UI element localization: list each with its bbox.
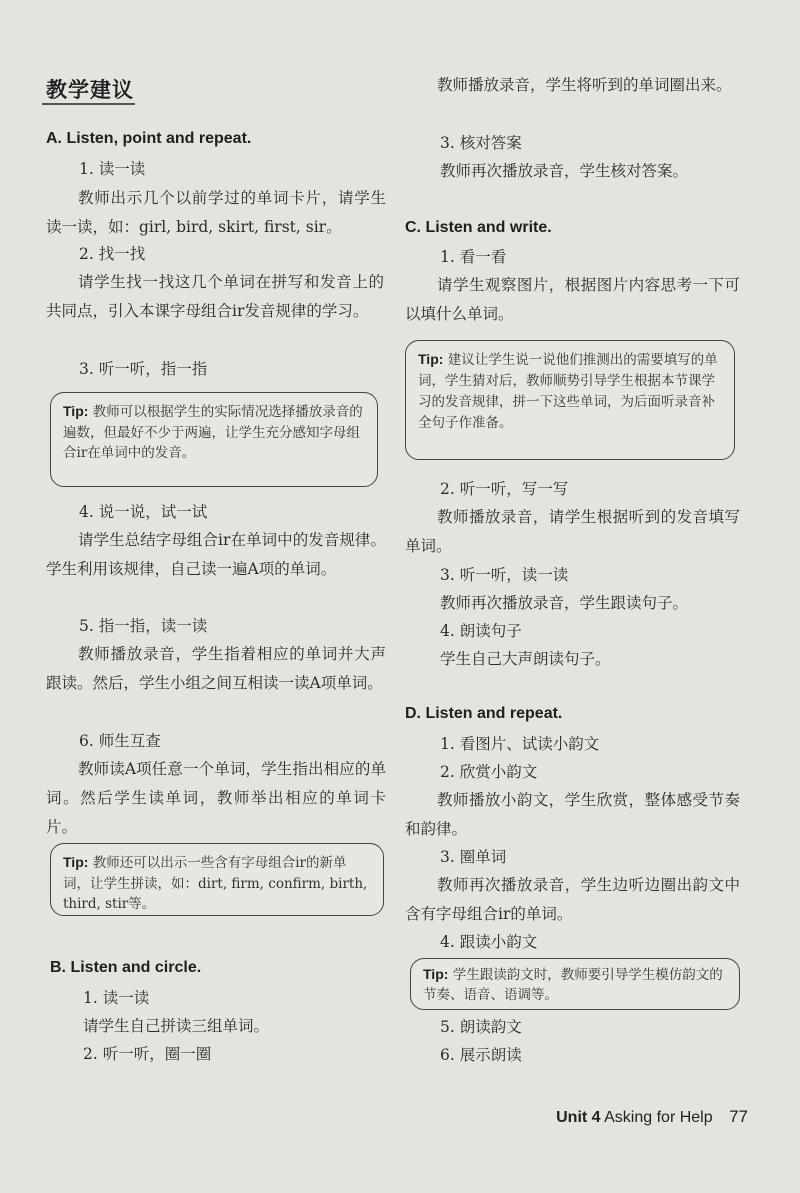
section-b-step2-title: 2. 听一听，圈一圈 bbox=[83, 1045, 212, 1063]
section-b-step1-text: 请学生自己拼读三组单词。 bbox=[83, 1017, 270, 1035]
tip-box-3 bbox=[405, 340, 735, 460]
section-d-step5-title: 5. 朗读韵文 bbox=[440, 1018, 522, 1036]
tip-box-2 bbox=[50, 843, 384, 916]
section-c-title: C. Listen and write. bbox=[405, 219, 552, 236]
footer-unit-title: Asking for Help bbox=[604, 1109, 713, 1126]
page-heading: 教学建议 bbox=[46, 78, 134, 102]
section-d-step3-title: 3. 圈单词 bbox=[440, 848, 507, 866]
section-a-step6-text: 教师读A项任意一个单词，学生指出相应的单词。然后学生读单词，教师举出相应的单词卡片。 bbox=[46, 760, 386, 836]
section-b-step3-title: 3. 核对答案 bbox=[440, 134, 522, 152]
section-c-step3-title: 3. 听一听，读一读 bbox=[440, 566, 569, 584]
tip-box-4 bbox=[410, 958, 740, 1010]
section-b-step1-title: 1. 读一读 bbox=[83, 989, 150, 1007]
section-a-step1-title: 1. 读一读 bbox=[79, 160, 146, 178]
section-a-title: A. Listen, point and repeat. bbox=[46, 130, 252, 147]
section-b-step3-text: 教师再次播放录音，学生核对答案。 bbox=[440, 162, 689, 180]
section-d-step1-title: 1. 看图片、试读小韵文 bbox=[440, 735, 600, 753]
page-number: 77 bbox=[729, 1107, 748, 1126]
section-d-title: D. Listen and repeat. bbox=[405, 705, 563, 722]
section-a-step6-title: 6. 师生互查 bbox=[79, 732, 161, 750]
tip-label: Tip: bbox=[423, 966, 449, 982]
section-a-step4-title: 4. 说一说，试一试 bbox=[79, 503, 208, 521]
section-a-step5-title: 5. 指一指，读一读 bbox=[79, 617, 208, 635]
section-d-step3-text: 教师再次播放录音，学生边听边圈出韵文中含有字母组合ir的单词。 bbox=[405, 876, 740, 923]
page-footer bbox=[556, 1107, 748, 1127]
heading-underline bbox=[42, 103, 135, 105]
section-d-step2-text: 教师播放小韵文，学生欣赏，整体感受节奏和韵律。 bbox=[405, 791, 740, 838]
section-c-step2-title: 2. 听一听，写一写 bbox=[440, 480, 569, 498]
section-d-step2-title: 2. 欣赏小韵文 bbox=[440, 763, 538, 781]
section-a-step3-title: 3. 听一听，指一指 bbox=[79, 360, 208, 378]
section-d-step6-title: 6. 展示朗读 bbox=[440, 1046, 522, 1064]
tip-text: 学生跟读韵文时，教师要引导学生模仿韵文的节奏、语音、语调等。 bbox=[423, 967, 723, 1003]
section-c-step1-title: 1. 看一看 bbox=[440, 248, 507, 266]
section-b-title: B. Listen and circle. bbox=[50, 959, 202, 976]
section-c-step2-text: 教师播放录音，请学生根据听到的发音填写单词。 bbox=[405, 508, 740, 555]
footer-unit: Unit 4 bbox=[556, 1109, 601, 1126]
tip-label: Tip: bbox=[418, 351, 444, 367]
section-b-step2-text: 教师播放录音，学生将听到的单词圈出来。 bbox=[437, 76, 732, 94]
tip-box-1 bbox=[50, 392, 378, 487]
tip-text: 建议让学生说一说他们推测出的需要填写的单词，学生猜对后，教师顺势引导学生根据本节课学习的发音规律，拼一下这些单词，为后面听录音补全句子作准备。 bbox=[418, 352, 718, 431]
section-c-step1-text: 请学生观察图片，根据图片内容思考一下可以填什么单词。 bbox=[405, 276, 740, 323]
tip-text: 教师还可以出示一些含有字母组合ir的新单词，让学生拼读，如：dirt, firm, confirm, birth, third, stir等。 bbox=[63, 855, 368, 912]
tip-text: 教师可以根据学生的实际情况选择播放录音的遍数，但最好不少于两遍，让学生充分感知字母组合ir在单词中的发音。 bbox=[63, 404, 363, 461]
section-a-step5-text: 教师播放录音，学生指着相应的单词并大声跟读。然后，学生小组之间互相读一读A项单词。 bbox=[46, 645, 386, 692]
section-a-step2-title: 2. 找一找 bbox=[79, 245, 146, 263]
section-a-step1-text: 教师出示几个以前学过的单词卡片，请学生读一读，如：girl, bird, skirt, first, sir。 bbox=[46, 189, 386, 236]
section-a-step2-text: 请学生找一找这几个单词在拼写和发音上的共同点，引入本课字母组合ir发音规律的学习。 bbox=[46, 273, 384, 320]
section-a-step4-text: 请学生总结字母组合ir在单词中的发音规律。学生利用该规律，自己读一遍A项的单词。 bbox=[46, 531, 386, 578]
tip-label: Tip: bbox=[63, 854, 89, 870]
tip-label: Tip: bbox=[63, 403, 89, 419]
section-c-step4-text: 学生自己大声朗读句子。 bbox=[440, 650, 611, 668]
section-c-step4-title: 4. 朗读句子 bbox=[440, 622, 522, 640]
section-d-step4-title: 4. 跟读小韵文 bbox=[440, 933, 538, 951]
section-c-step3-text: 教师再次播放录音，学生跟读句子。 bbox=[440, 594, 689, 612]
